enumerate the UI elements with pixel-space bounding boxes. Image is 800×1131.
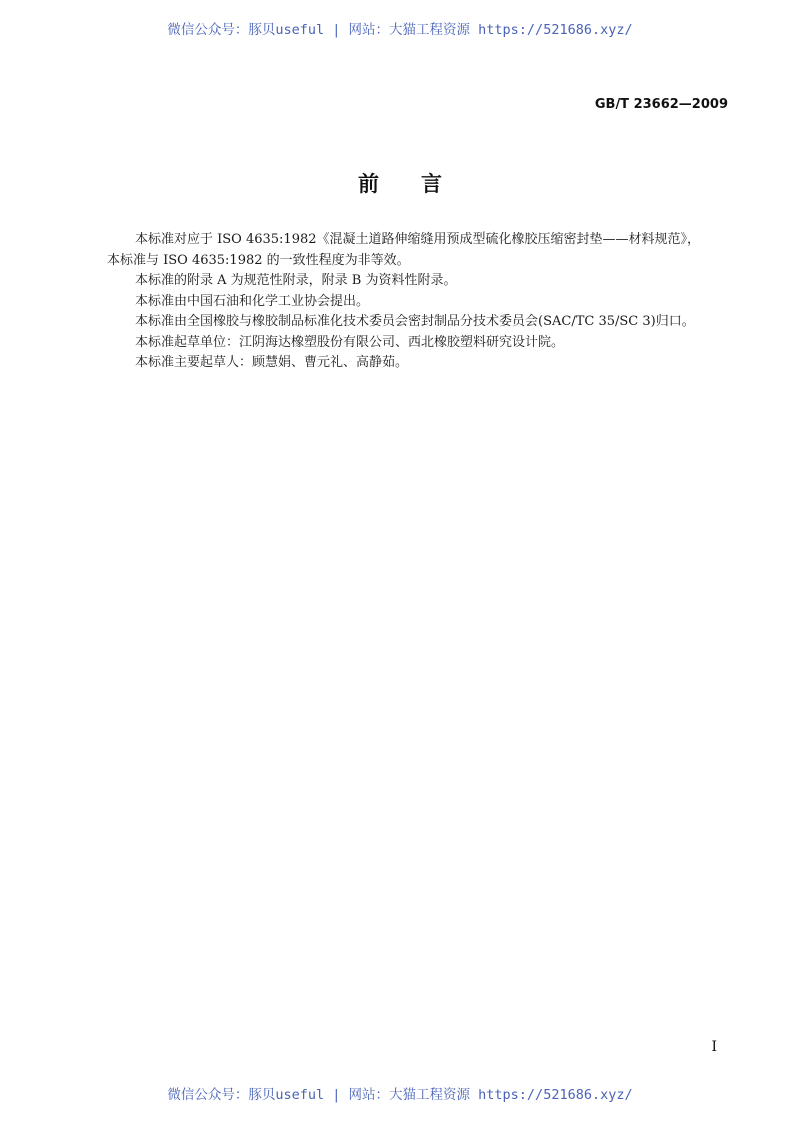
paragraph-drafting-units: 本标准起草单位：江阴海达橡塑股份有限公司、西北橡胶塑料研究设计院。 [135,334,565,350]
paragraph-committee: 本标准由全国橡胶与橡胶制品标准化技术委员会密封制品分技术委员会(SAC/TC 35/SC 3)归口。 [135,314,695,329]
paragraph-consistency: 本标准与 ISO 4635:1982 的一致性程度为非等效。 [107,252,410,268]
foreword-body [107,230,727,374]
standard-code: GB/T 23662—2009 [594,97,728,112]
watermark-bottom: 微信公众号：豚贝useful | 网站：大猫工程资源 https://521686.xyz/ [167,1087,633,1103]
paragraph-annexes: 本标准的附录 A 为规范性附录，附录 B 为资料性附录。 [135,273,457,288]
paragraph-proposer: 本标准由中国石油和化学工业协会提出。 [135,293,370,309]
paragraph-drafters: 本标准主要起草人：顾慧娟、曹元礼、高静茹。 [135,355,409,370]
paragraph-correspondence: 本标准对应于 ISO 4635:1982《混凝土道路伸缩缝用预成型硫化橡胶压缩密封垫——材料规范》， [135,232,701,247]
watermark-top: 微信公众号：豚贝useful | 网站：大猫工程资源 https://521686.xyz/ [167,22,633,38]
page-number: I [711,1039,717,1055]
page-title: 前言 [358,172,484,196]
